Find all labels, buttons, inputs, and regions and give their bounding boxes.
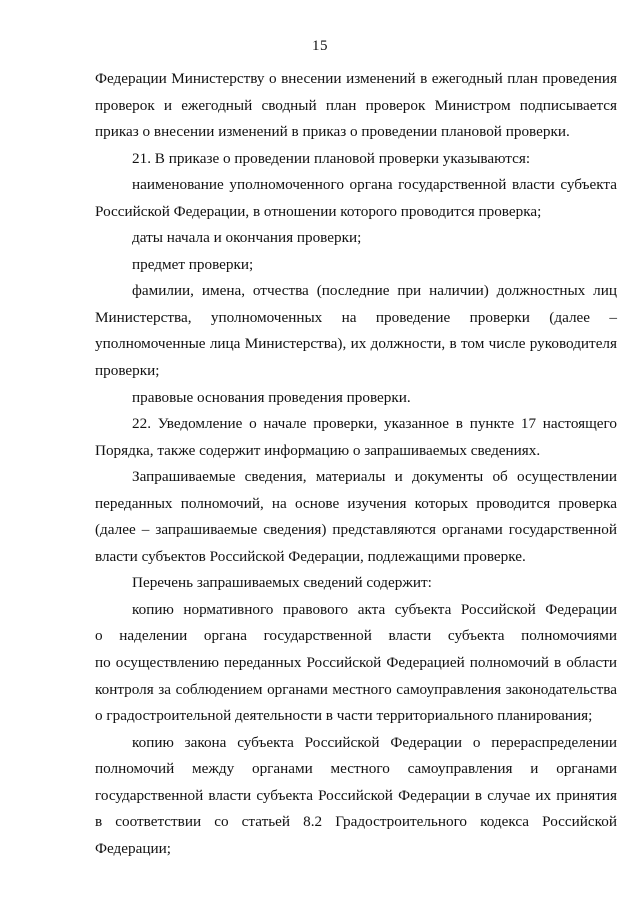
text-line: 22. Уведомление о начале проверки, указанное в пункте 17 настоящего [132, 415, 617, 433]
text-line: Запрашиваемые сведения, материалы и документы об осуществлении [132, 468, 617, 486]
text-line: наименование уполномоченного органа государственной власти субъекта [132, 176, 617, 194]
text-line: Федерации; [95, 839, 171, 857]
text-line: контроля за соблюдением органами местного самоуправления законодательства [95, 680, 617, 698]
text-line: копию закона субъекта Российской Федерации о перераспределении [132, 733, 617, 751]
text-line: государственной власти субъекта Российской Федерации в случае их принятия [95, 786, 617, 804]
text-line: копию нормативного правового акта субъекта Российской Федерации [132, 600, 617, 618]
text-line: Порядка, также содержит информацию о запрашиваемых сведениях. [95, 441, 541, 459]
page-number: 15 [312, 38, 328, 54]
text-line: предмет проверки; [132, 255, 254, 273]
text-line: даты начала и окончания проверки; [132, 229, 362, 247]
text-line: о наделении органа государственной власти субъекта полномочиями [95, 627, 617, 645]
document-body [95, 66, 617, 862]
text-line: о градостроительной деятельности в части территориального планирования; [95, 707, 593, 725]
text-line: власти субъектов Российской Федерации, подлежащими проверке. [95, 547, 526, 565]
text-line: уполномоченные лица Министерства), их должности, в том числе руководителя [95, 335, 617, 353]
text-line: полномочий между органами местного самоуправления и органами [95, 760, 617, 778]
text-line: (далее – запрашиваемые сведения) представляются органами государственной [95, 521, 617, 539]
text-line: проверки; [95, 362, 160, 380]
text-line: приказ о внесении изменений в приказ о проведении плановой проверки. [95, 123, 570, 141]
text-line: Российской Федерации, в отношении которого проводится проверка; [95, 202, 542, 220]
text-line: Министерства, уполномоченных на проведение проверки (далее – [95, 308, 617, 326]
text-line: Федерации Министерству о внесении изменений в ежегодный план проведения [95, 70, 617, 87]
text-line: в соответствии со статьей 8.2 Градостроительного кодекса Российской [95, 813, 617, 831]
text-line: 21. В приказе о проведении плановой проверки указываются: [132, 149, 531, 167]
text-line: по осуществлению переданных Российской Федерацией полномочий в области [95, 654, 617, 672]
text-line: фамилии, имена, отчества (последние при наличии) должностных лиц [132, 282, 617, 300]
text-line: проверок и ежегодный сводный план проверок Министром подписывается [95, 96, 617, 114]
text-line: Перечень запрашиваемых сведений содержит: [132, 574, 432, 592]
text-line: правовые основания проведения проверки. [132, 388, 411, 406]
text-line: переданных полномочий, на основе изучения которых проводится проверка [95, 494, 617, 512]
